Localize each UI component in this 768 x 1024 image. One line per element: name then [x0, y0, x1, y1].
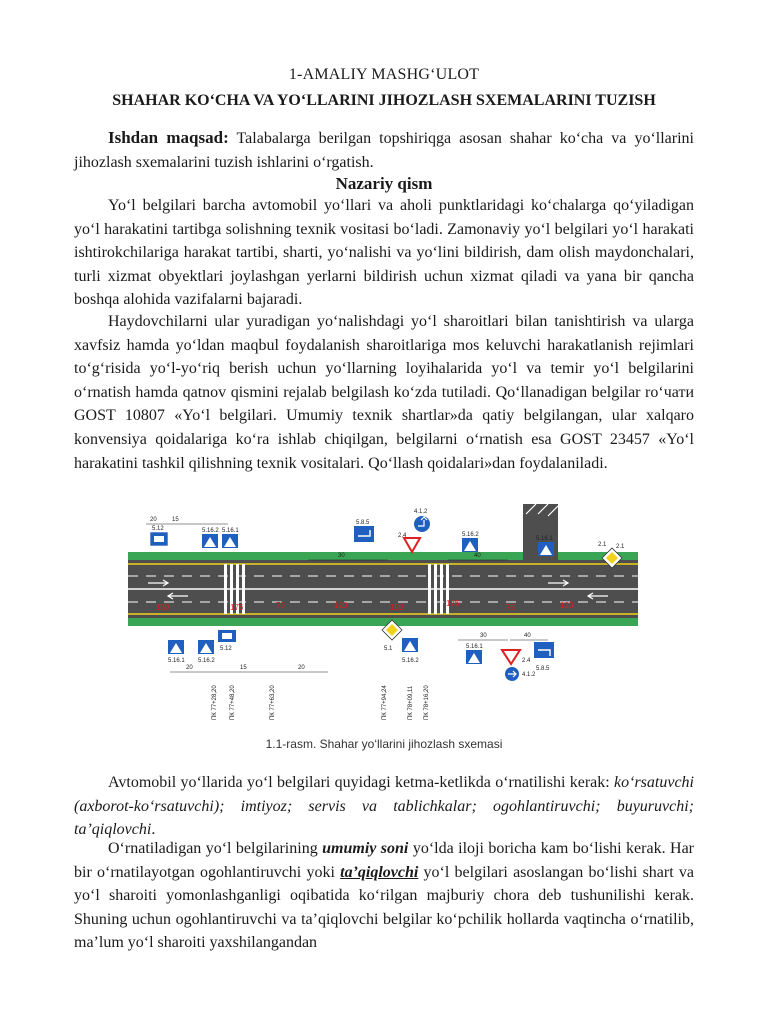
survey-label: ПК 78+16,20	[424, 685, 430, 720]
dimension-number: 15	[240, 665, 247, 671]
dimension-number: 20	[298, 665, 305, 671]
sign-2-4-lower	[502, 650, 531, 664]
red-number: 75	[276, 601, 285, 610]
goal-label: Ishdan maqsad:	[108, 128, 229, 147]
red-number: 150	[390, 603, 404, 612]
sign-5-16-2-upper-right	[462, 532, 479, 552]
sign-5-8-5-lower	[534, 642, 554, 672]
red-number: 75	[506, 603, 515, 612]
survey-label: ПК 77+94,24	[382, 685, 388, 720]
figure-caption: 1.1-rasm. Shahar yo‘llarini jihozlash sxemasi	[265, 737, 503, 751]
svg-text:5.16.2: 5.16.2	[402, 658, 419, 664]
sign-4-1-2-upper	[414, 509, 430, 532]
svg-text:5.16.2: 5.16.2	[198, 658, 215, 664]
svg-text:5.16.1: 5.16.1	[168, 658, 185, 664]
road-scheme-figure	[128, 504, 638, 722]
dimension-number: 30	[480, 633, 487, 639]
paragraph-4-emphasis-prohibitive: ta’qiqlovchi	[340, 863, 419, 881]
svg-text:5.16.2: 5.16.2	[462, 532, 479, 538]
red-number: 120	[560, 601, 574, 610]
survey-label: ПК 77+28,20	[212, 685, 218, 720]
svg-text:5.16.1: 5.16.1	[536, 536, 553, 542]
sign-5-16-2-lower-center	[402, 638, 419, 664]
paragraph-4	[74, 837, 694, 955]
paragraph-4-part-c: yo‘lda iloji boricha kam bo‘lishi kerak. Har bir o‘rnatilayotgan ogohlantiruvchi yoki	[74, 840, 695, 881]
survey-label: ПК 78+09,11	[408, 685, 414, 720]
sign-2-4-upper	[398, 533, 420, 552]
svg-text:5.1: 5.1	[384, 646, 393, 652]
svg-text:5.16.1: 5.16.1	[466, 644, 483, 650]
dimension-number: 15	[172, 517, 179, 523]
paragraph-2-text: Haydovchilarni ular yuradigan yo‘nalishdagi yo‘l sharoitlari bilan tanishtirish va ularga xavfsiz hamda yo‘ldan maqbul foydalanish sharoitlariga mos keluvchi harakatlanish rejimlari to‘g‘risida yo‘l-yo‘riq berish uchun yo‘llarning loyihalarida yo‘l va temir yo‘l belgilarini o‘rnatish hamda qatnov qismini rejalab belgilash ko‘zda tutiladi. Qo‘llanadigan belgilar ro‘чати GOST 10807 «Yo‘l belgilari. Umumiy texnik shartlar»da qatiy belgilangan, ular xalqaro konvensiya qoidalariga ko‘ra ishlab chiqilgan, belgilarni o‘rnatish esa GOST 23457 «Yo‘l harakatini tashkil qilishning texnik vositalari. Qo‘llash qoidalari»dan foydalaniladi.	[74, 313, 694, 472]
sign-5-16-2-upper-left	[202, 528, 219, 548]
svg-text:2.4: 2.4	[522, 658, 531, 664]
paragraph-1	[74, 194, 694, 312]
sign-5-16-2-lower-left	[198, 640, 215, 664]
paragraph-3-end: .	[151, 821, 156, 839]
exercise-title: SHAHAR KO‘CHA VA YO‘LLARINI JIHOZLASH SXEMALARINI TUZISH	[112, 92, 656, 109]
paragraph-2	[74, 310, 694, 475]
goal-text: Talabalarga berilgan topshiriqga asosan shahar ko‘cha va yo‘llarini jihozlash sxemalarini tuzish ishlarini o‘rgatish.	[74, 130, 694, 171]
dimension-number: 20	[186, 665, 193, 671]
paragraph-3-list: ko‘rsatuvchi (axborot-ko‘rsatuvchi); imtiyoz; servis va tablichkalar; ogohlantiruvchi; buyuruvchi; ta’qiqlovchi	[74, 774, 694, 839]
sign-5-16-1-upper-right	[536, 536, 554, 556]
svg-text:5.12: 5.12	[152, 526, 164, 532]
survey-label: ПК 77+63,20	[270, 685, 276, 720]
sign-5-8-5-upper	[354, 520, 374, 542]
dimension-number: 40	[474, 553, 481, 559]
sign-4-1-2-lower	[505, 667, 536, 681]
paragraph-4-part-e: yo‘l belgilari asoslangan bo‘lishi shart va yo‘l sharoiti yomonlashganligi oqibatida ko‘rilgan majburiy chora deb tushunilishi kerak. Shuning uchun ogohlantiruvchi va ta’qiqlovchi belgilar ko‘pchilik hollarda vaqtincha o‘rnatilib, ma’lum yo‘l sharoiti yaxshilangandan	[74, 863, 694, 952]
dimension-number: 30	[338, 553, 345, 559]
sign-5-16-1-upper-left	[222, 528, 239, 548]
svg-text:5.8.5: 5.8.5	[356, 520, 370, 526]
svg-text:5.12: 5.12	[220, 646, 232, 652]
survey-label-group	[212, 685, 430, 720]
paragraph-1-text: Yo‘l belgilari barcha avtomobil yo‘llari va aholi punktlaridagi ko‘chalarga qo‘yiladigan yo‘l harakatini tartibga solishning texnik vositasi bo‘ladi. Zamonaviy yo‘l belgilari yo‘l harakati ishtirokchilariga harakat tartibi, sharti, yo‘nalishi va yo‘lini bildirish, dam olish maydonchalari, turli xizmat obyektlari joylashgan yerlarni bildirish uchun xizmat qiladi va yana bir qancha boshqa alohida vazifalarni bajaradi.	[74, 197, 694, 309]
section-title: Nazariy qism	[335, 174, 433, 193]
sign-2-1-lower	[616, 544, 625, 550]
svg-text:2.1: 2.1	[616, 544, 625, 550]
paragraph-3-text: Avtomobil yo‘llarida yo‘l belgilari quyidagi ketma-ketlikda o‘rnatilishi kerak:	[108, 774, 615, 791]
svg-text:5.16.2: 5.16.2	[202, 528, 219, 534]
red-number: 150	[156, 603, 170, 612]
svg-text:2.1: 2.1	[598, 542, 607, 548]
svg-text:4.1.2: 4.1.2	[522, 672, 536, 678]
paragraph-4-part-a: O‘rnatiladigan yo‘l belgilarining	[108, 840, 323, 857]
survey-label: ПК 77+48,20	[230, 685, 236, 720]
svg-text:4.1.2: 4.1.2	[414, 509, 428, 515]
sign-5-16-1-lower-right	[466, 644, 483, 664]
goal-paragraph	[74, 126, 694, 174]
red-number: 176	[230, 603, 244, 612]
dimension-number: 40	[524, 633, 531, 639]
svg-text:2.4: 2.4	[398, 533, 407, 539]
red-number: 120	[334, 601, 348, 610]
paragraph-4-emphasis-total: umumiy soni	[322, 840, 409, 857]
sign-5-16-1-lower-left	[168, 640, 185, 664]
dimension-number: 20	[150, 517, 157, 523]
svg-text:5.8.5: 5.8.5	[536, 666, 550, 672]
paragraph-3	[74, 771, 694, 842]
sign-5-12-lower-left	[218, 630, 236, 652]
sign-5-12-upper-left	[150, 526, 168, 546]
red-number: 176	[446, 599, 460, 608]
svg-text:5.16.1: 5.16.1	[222, 528, 239, 534]
exercise-number: 1-AMALIY MASHG‘ULOT	[288, 66, 480, 83]
